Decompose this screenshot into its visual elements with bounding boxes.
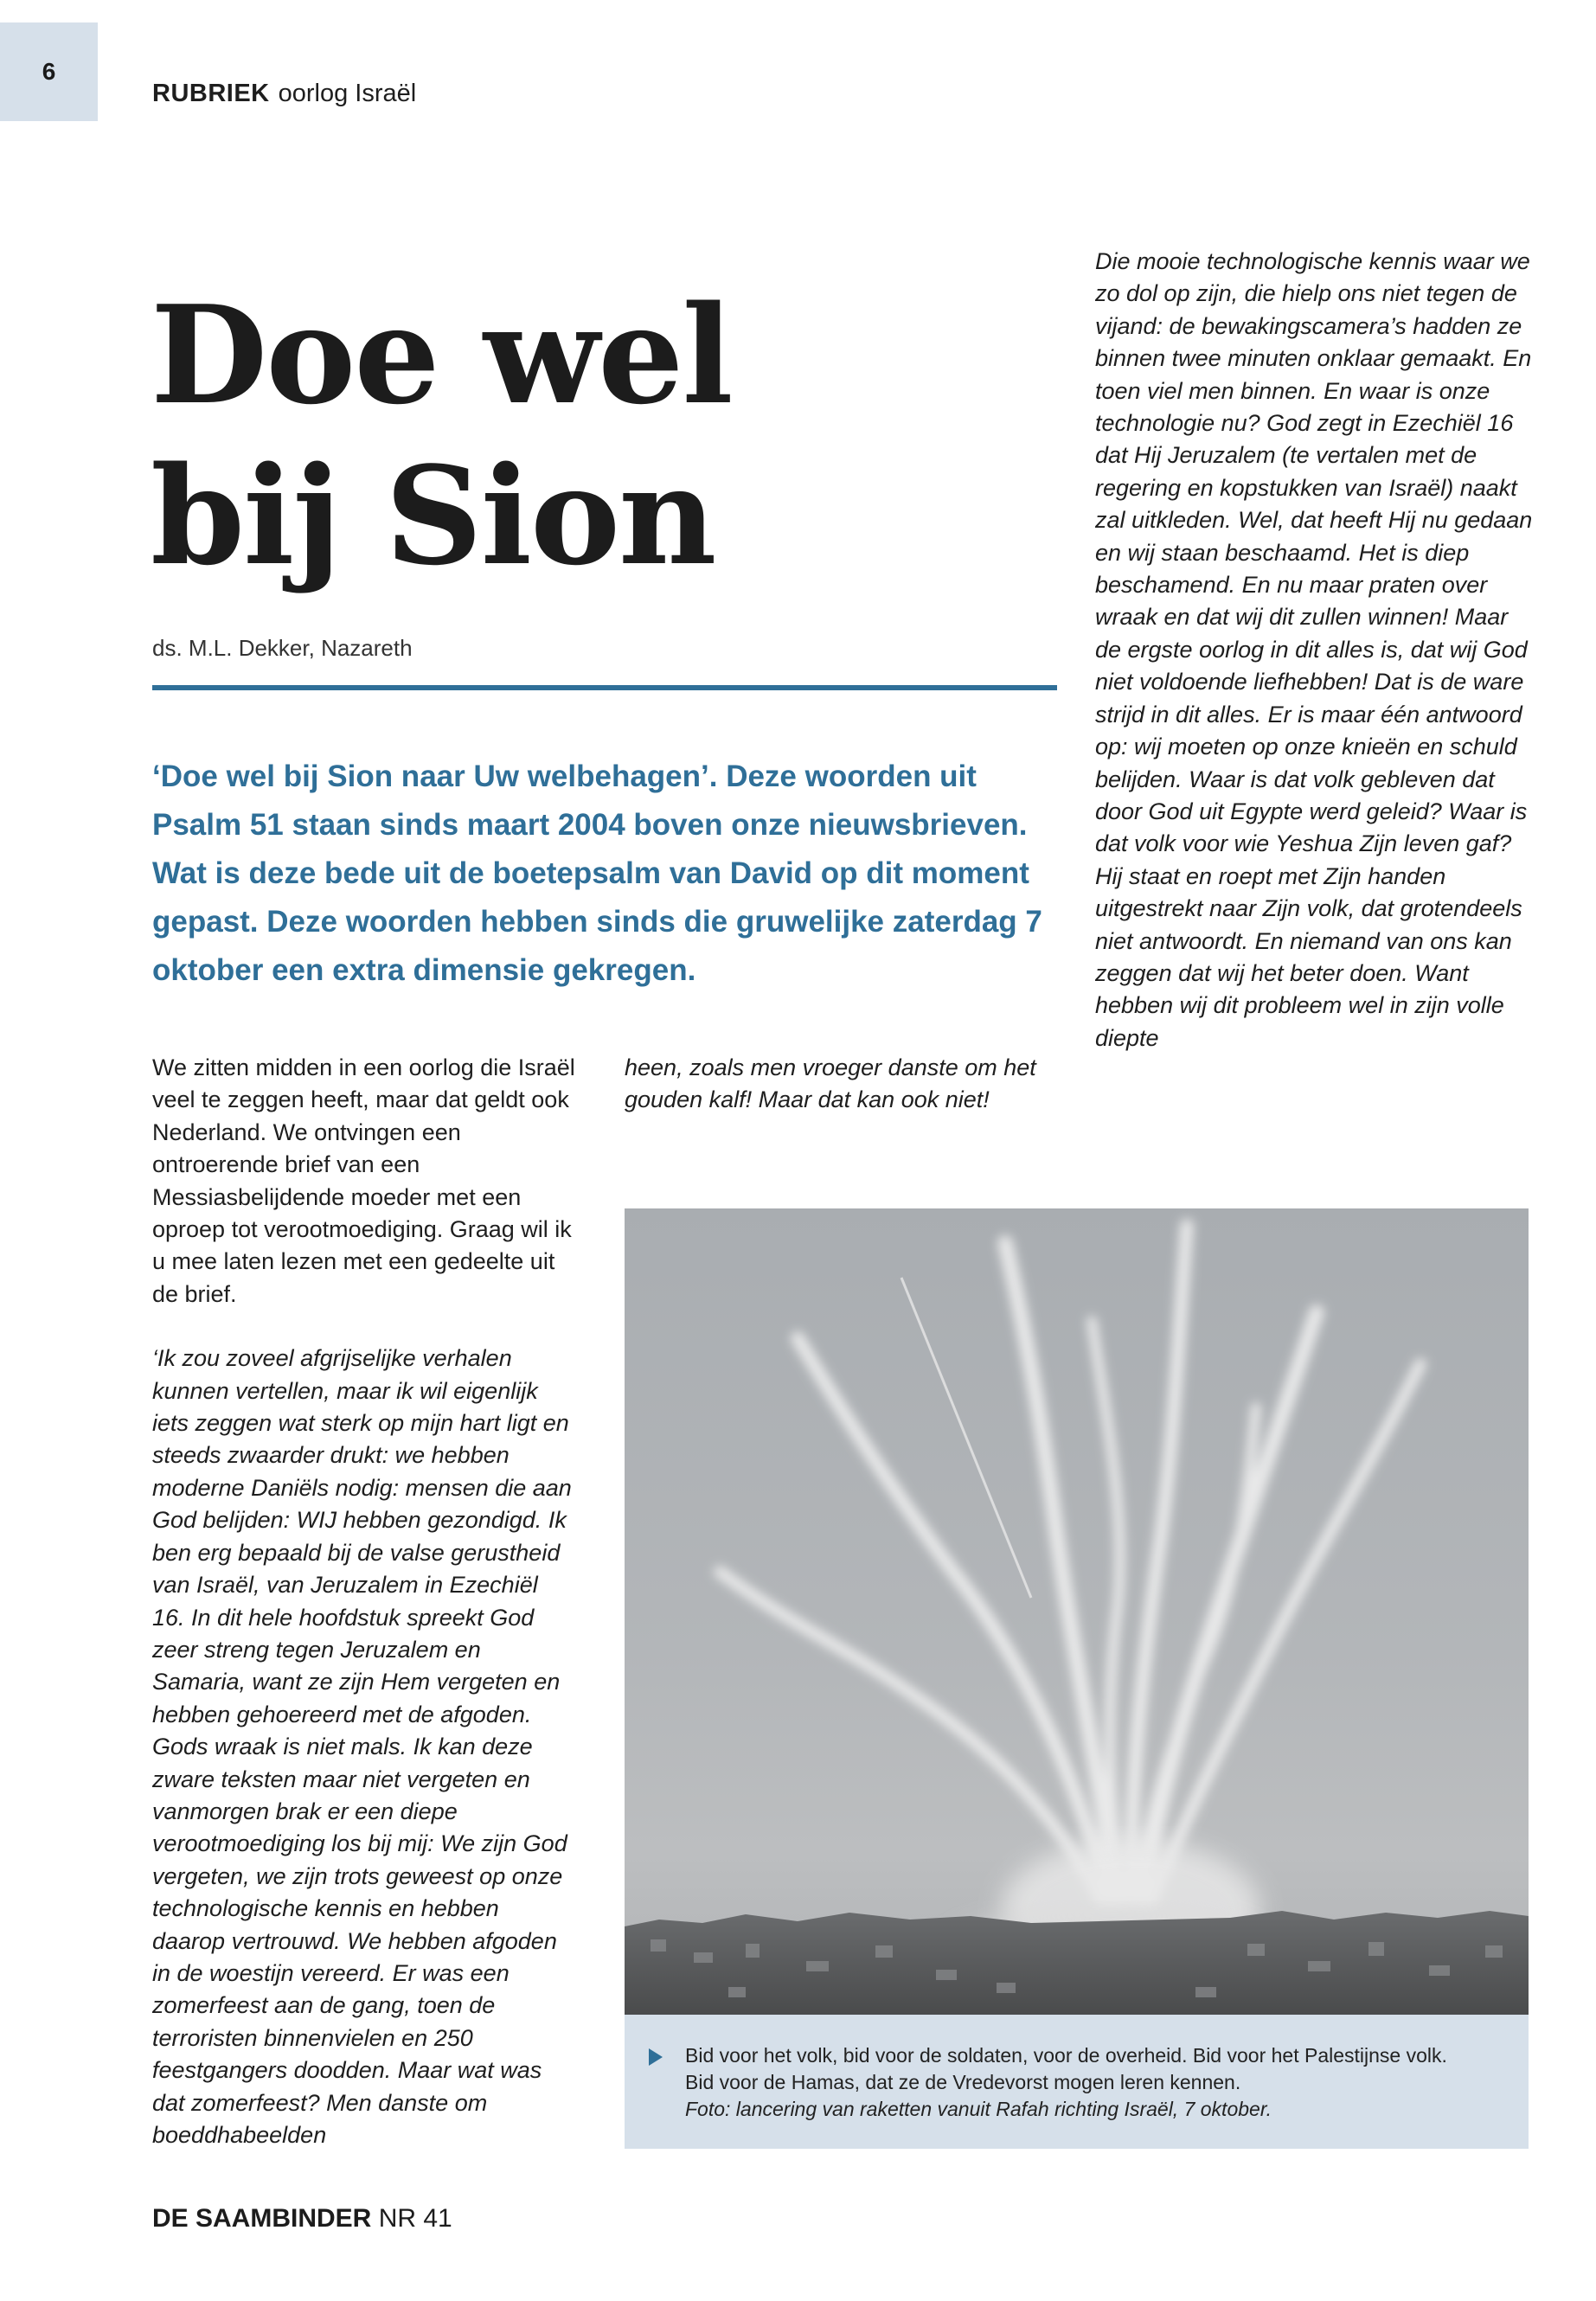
- caption-credit: Foto: lancering van raketten vanuit Rafah richting Israël, 7 oktober.: [685, 2098, 1272, 2120]
- col1-intro: We zitten midden in een oorlog die Israël veel te zeggen heeft, maar dat geldt ook Nederland. We ontvingen een ontroerende brief van een Messiasbelijdende moeder met een oproep tot verootmoediging. Graag wil ik u mee laten lezen met een gedeelte uit de brief.: [152, 1054, 575, 1307]
- col1-quote: ‘Ik zou zoveel afgrijselijke verhalen kunnen vertellen, maar ik wil eigenlijk iets zeggen wat sterk op mijn hart ligt en steeds zwaarder drukt: we hebben moderne Daniëls nodig: mensen die aan God belijden: WIJ hebben gezondigd. Ik ben erg bepaald bij de valse gerustheid van Israël, van Jeruzalem in Ezechiël 16. In dit hele hoofdstuk spreekt God zeer streng tegen Jeruzalem en Samaria, want ze zijn Hem vergeten en hebben gehoereerd met de afgoden. Gods wraak is niet mals. Ik kan deze zware teksten maar niet vergeten en vanmorgen brak er een diepe verootmoediging los bij mij: We zijn God vergeten, we zijn trots geweest op onze technologische kennis en hebben daarop vertrouwd. We hebben afgoden in de woestijn vereerd. Er was een zomerfeest aan de gang, toen de terroristen binnenvielen en 250 feestgangers doodden. Maar wat was dat zomerfeest? Men danste om boeddhabeelden: [152, 1345, 572, 2148]
- rocket-launch-photo: [625, 1208, 1529, 2015]
- rubriek-topic: oorlog Israël: [278, 80, 417, 107]
- caption-arrow-icon: [647, 2048, 664, 2067]
- section-header: [152, 76, 416, 111]
- title-line-1: Doe wel: [151, 276, 732, 434]
- column-3: [1095, 246, 1536, 1054]
- page-number: 6: [0, 22, 98, 121]
- caption-line-2: Bid voor de Hamas, dat ze de Vredevorst mogen leren kennen.: [685, 2071, 1241, 2093]
- article-lead: ‘Doe wel bij Sion naar Uw welbehagen’. Deze woorden uit Psalm 51 staan sinds maart 2004 boven onze nieuwsbrieven. Wat is deze bede uit de boetepsalm van David op dit moment gepast. Deze woorden hebben sinds die gruwelijke zaterdag 7 oktober een extra dimensie gekregen.: [152, 760, 1042, 987]
- article-title: [151, 275, 1016, 597]
- rocket-trails-illustration: [625, 1208, 1529, 2015]
- column-2: [625, 1052, 1040, 1117]
- column-1: [152, 1052, 576, 2151]
- footer-magazine: DE SAAMBINDER: [152, 2204, 372, 2233]
- caption-line-1: Bid voor het volk, bid voor de soldaten, voor de overheid. Bid voor het Palestijnse volk.: [685, 2044, 1447, 2067]
- rubriek-label: RUBRIEK: [152, 80, 270, 107]
- col3-text: Die mooie technologische kennis waar we zo dol op zijn, die hielp ons niet tegen de vijand: de bewakingscamera’s hadden ze binnen twee minuten onklaar gemaakt. En toen viel men binnen. En waar is onze technologie nu? God zegt in Ezechiël 16 dat Hij Jeruzalem (te vertalen met de regering en kopstukken van Israël) naakt zal uitkleden. Wel, dat heeft Hij nu gedaan en wij staan beschaamd. Het is diep beschamend. En nu maar praten over wraak en dat wij dit zullen winnen! Maar de ergste oorlog in dit alles is, dat wij God niet voldoende liefhebben! Dat is de ware strijd in dit alles. Er is maar één antwoord op: wij moeten op onze knieën en schuld belijden. Waar is dat volk gebleven dat door God uit Egypte werd geleid? Waar is dat volk voor wie Yeshua Zijn leven gaf? Hij staat en roept met Zijn handen uitgestrekt naar Zijn volk, dat grotendeels niet antwoordt. En niemand van ons kan zeggen dat wij het beter doen. Want hebben wij dit probleem wel in zijn volle diepte: [1095, 248, 1533, 1051]
- photo-caption: [625, 2015, 1529, 2149]
- title-divider: [152, 685, 1057, 690]
- col2-text: heen, zoals men vroeger danste om het gouden kalf! Maar dat kan ook niet!: [625, 1054, 1036, 1113]
- title-line-2: bij Sion: [151, 437, 715, 595]
- article-author: ds. M.L. Dekker, Nazareth: [152, 635, 413, 661]
- page-footer: [152, 2204, 452, 2234]
- footer-issue: NR 41: [378, 2204, 452, 2233]
